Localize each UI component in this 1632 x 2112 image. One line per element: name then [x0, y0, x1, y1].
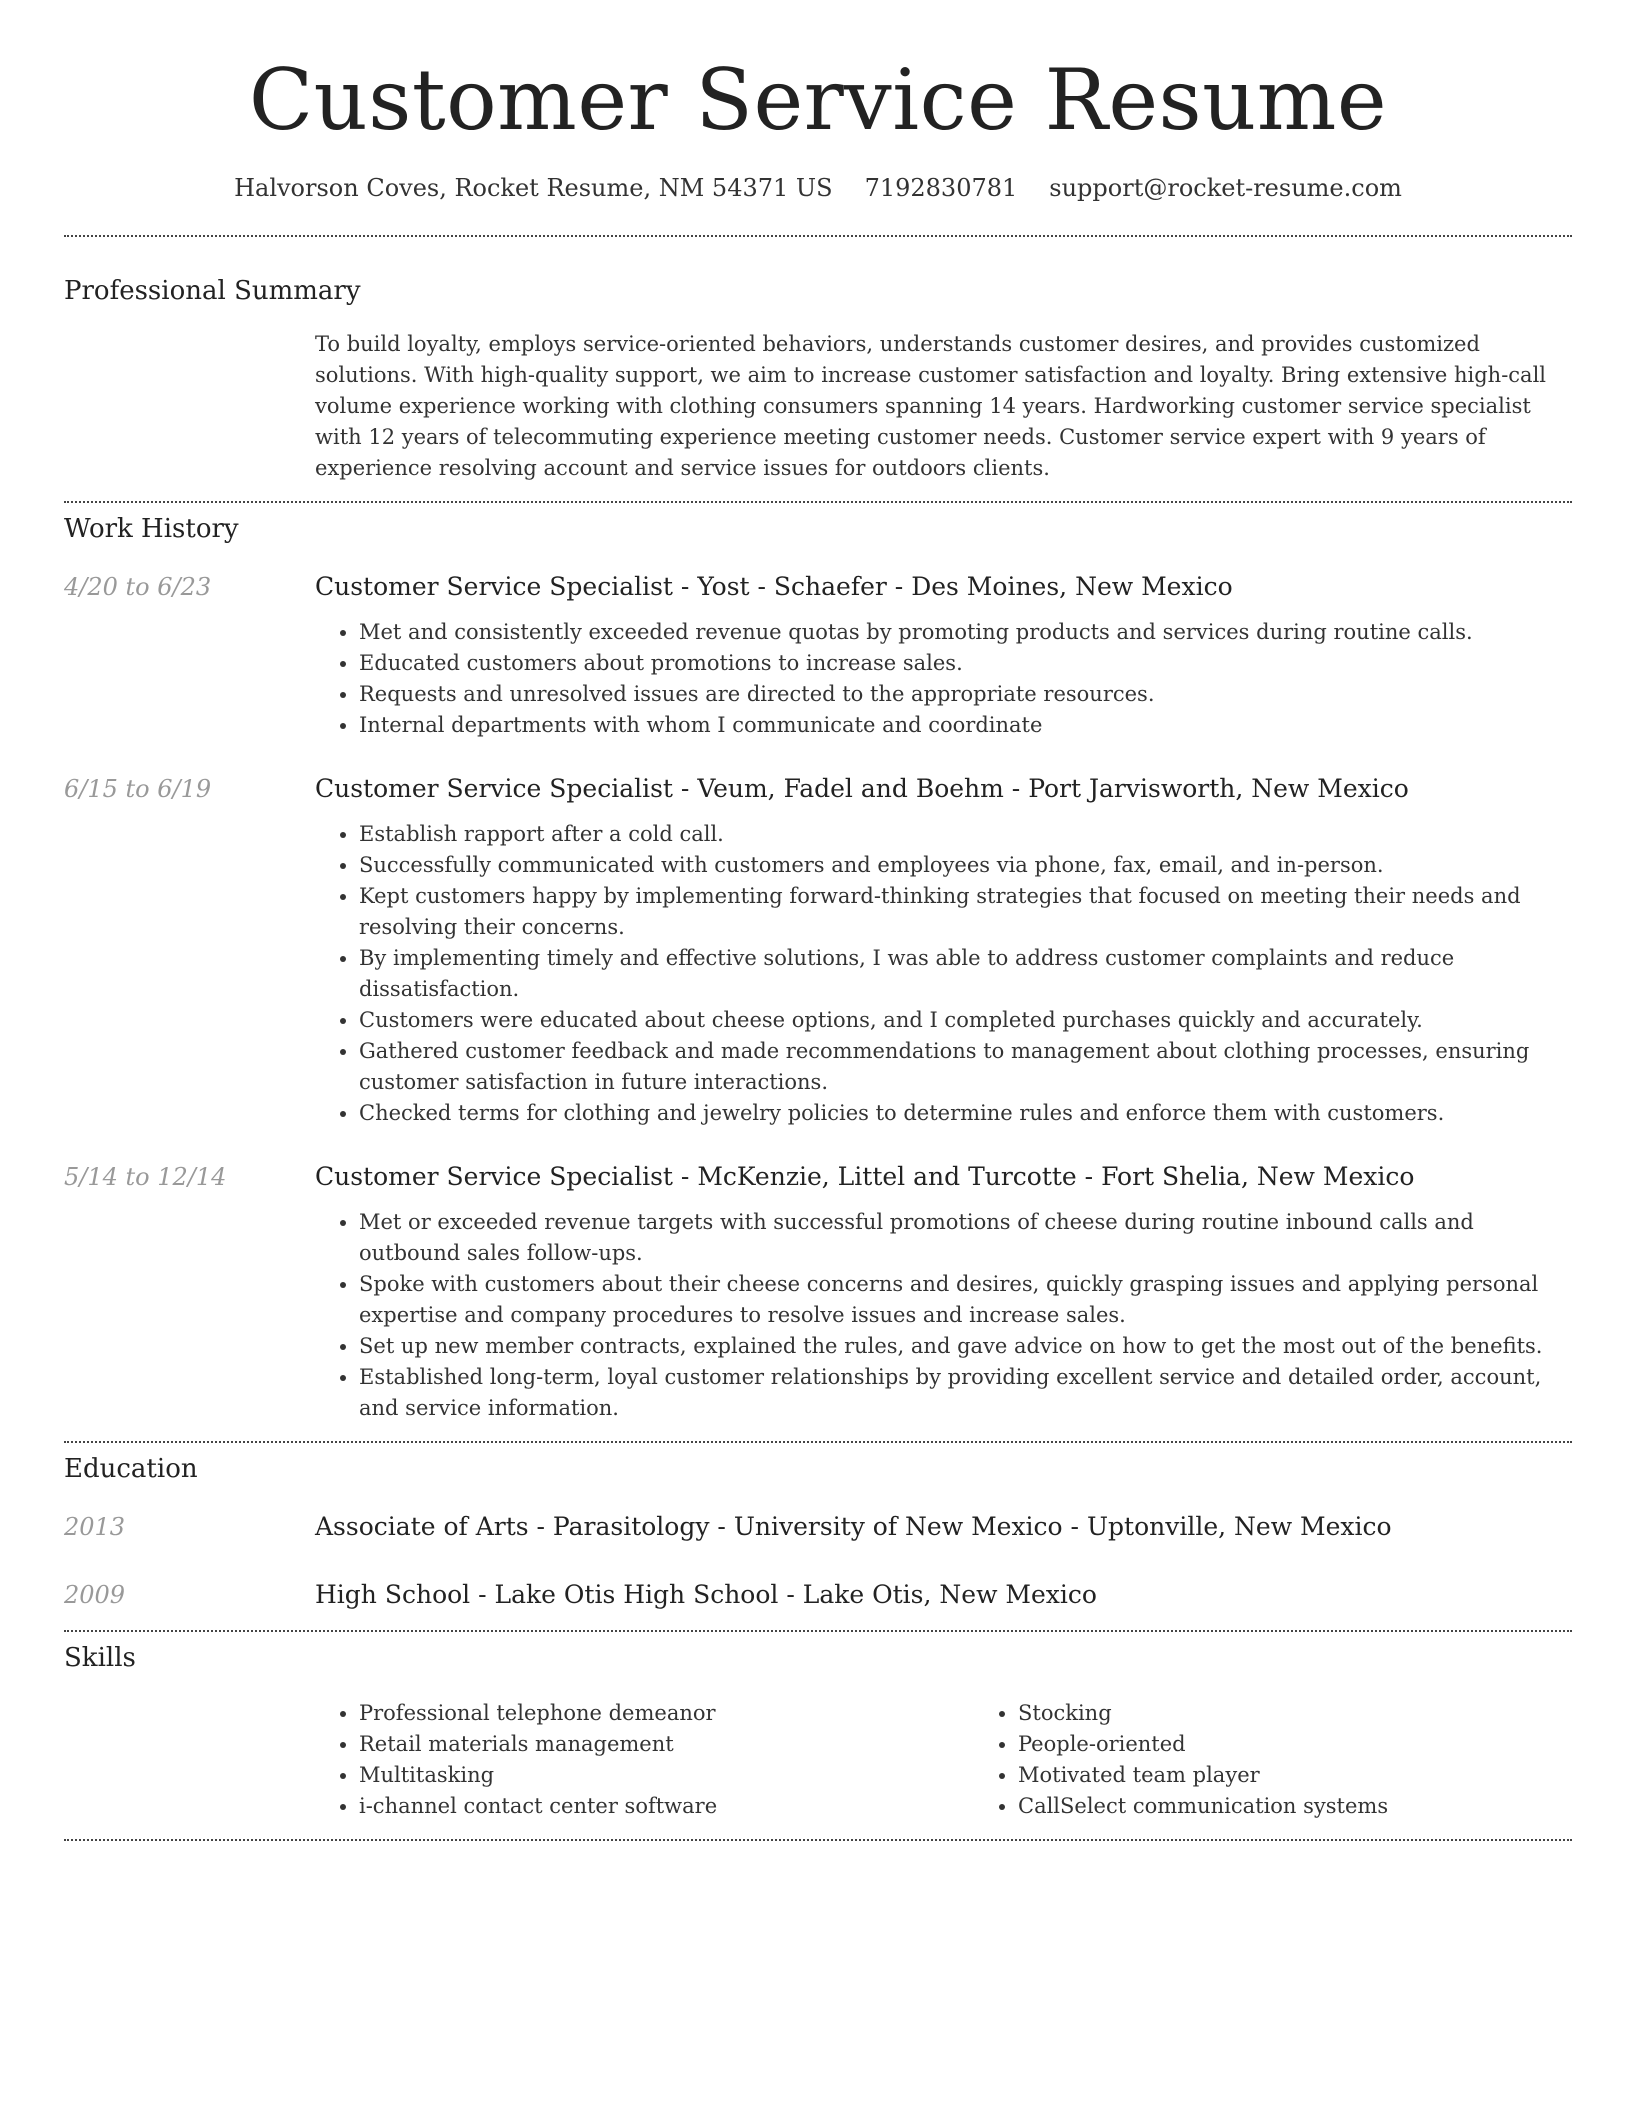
- skills-left-spacer: [64, 1698, 315, 1822]
- job-duty-item: • Establish rapport after a cold call.: [359, 819, 1572, 850]
- skills-grid: [315, 1698, 1572, 1822]
- education-year: 2013: [64, 1513, 126, 1541]
- job-dates: 5/14 to 12/14: [64, 1163, 227, 1191]
- job-body: [315, 771, 1572, 1129]
- job-body: [315, 1159, 1572, 1424]
- skill-item: • People-oriented: [1018, 1729, 1572, 1760]
- job-body: [315, 569, 1572, 741]
- skill-item: • Multitasking: [359, 1760, 974, 1791]
- job-duty-item: • Established long-term, loyal customer relationships by providing excellent service and detailed order, account, and service information.: [359, 1362, 1572, 1424]
- job-duties: [315, 617, 1572, 741]
- job-title: Customer Service Specialist - Yost - Schaefer - Des Moines, New Mexico: [315, 572, 1233, 601]
- contact-email: support@rocket-resume.com: [1049, 174, 1402, 202]
- summary-section: [64, 273, 1572, 484]
- skill-item: • Stocking: [1018, 1698, 1572, 1729]
- education-section: [64, 1451, 1572, 1613]
- job-entry: [64, 1159, 1572, 1424]
- section-divider: [64, 1839, 1572, 1841]
- education-entry: [64, 1509, 1572, 1545]
- summary-heading: Professional Summary: [64, 276, 361, 306]
- job-duty-item: • Educated customers about promotions to increase sales.: [359, 648, 1572, 679]
- skill-item: • i-channel contact center software: [359, 1791, 974, 1822]
- job-duty-item: • By implementing timely and effective solutions, I was able to address customer complaints and reduce dissatisfaction.: [359, 943, 1572, 1005]
- job-duty-item: • Gathered customer feedback and made recommendations to management about clothing processes, ensuring customer satisfaction in future interactions.: [359, 1036, 1572, 1098]
- contact-phone: 7192830781: [864, 174, 1018, 202]
- job-duty-item: • Met or exceeded revenue targets with successful promotions of cheese during routine inbound calls and outbound sales follow-ups.: [359, 1207, 1572, 1269]
- skill-item: • Professional telephone demeanor: [359, 1698, 974, 1729]
- skills-row: [64, 1698, 1572, 1822]
- contact-address: Halvorson Coves, Rocket Resume, NM 54371 US: [234, 174, 833, 202]
- job-entry: [64, 771, 1572, 1129]
- resume-page: [64, 0, 1572, 1841]
- summary-left-spacer: [64, 329, 315, 484]
- skills-list-left: [315, 1698, 974, 1822]
- contact-line: [64, 170, 1572, 206]
- summary-text: To build loyalty, employs service-oriented behaviors, understands customer desires, and provides customized solutions. With high-quality support, we aim to increase customer satisfaction and loyalty. Bring extensive high-call volume experience working with clothing consumers spanning 14 years. Hardworking customer service specialist with 12 years of telecommuting experience meeting customer needs. Customer service expert with 9 years of experience resolving account and service issues for outdoors clients.: [315, 332, 1547, 480]
- skills-heading: Skills: [64, 1643, 136, 1673]
- job-duties: [315, 819, 1572, 1129]
- education-title: Associate of Arts - Parasitology - University of New Mexico - Uptonville, New Mexico: [315, 1512, 1392, 1541]
- section-divider: [64, 501, 1572, 503]
- work-history-section: [64, 511, 1572, 1424]
- education-title: High School - Lake Otis High School - Lake Otis, New Mexico: [315, 1580, 1097, 1609]
- section-divider: [64, 1630, 1572, 1632]
- summary-body: [315, 329, 1572, 484]
- education-heading: Education: [64, 1454, 198, 1484]
- job-entry: [64, 569, 1572, 741]
- summary-row: [64, 329, 1572, 484]
- work-history-heading: Work History: [64, 514, 239, 544]
- skill-item: • CallSelect communication systems: [1018, 1791, 1572, 1822]
- job-dates: 6/15 to 6/19: [64, 775, 212, 803]
- job-duties: [315, 1207, 1572, 1424]
- job-duty-item: • Kept customers happy by implementing forward-thinking strategies that focused on meeting their needs and resolving their concerns.: [359, 881, 1572, 943]
- resume-title: Customer Service Resume: [248, 51, 1388, 149]
- skill-item: • Retail materials management: [359, 1729, 974, 1760]
- job-duty-item: • Set up new member contracts, explained the rules, and gave advice on how to get the most out of the benefits.: [359, 1331, 1572, 1362]
- skills-list-right: [974, 1698, 1572, 1822]
- section-divider: [64, 235, 1572, 237]
- education-entry: [64, 1577, 1572, 1613]
- job-duty-item: • Met and consistently exceeded revenue quotas by promoting products and services during routine calls.: [359, 617, 1572, 648]
- job-duty-item: • Customers were educated about cheese options, and I completed purchases quickly and accurately.: [359, 1005, 1572, 1036]
- skill-item: • Motivated team player: [1018, 1760, 1572, 1791]
- section-divider: [64, 1441, 1572, 1443]
- job-duty-item: • Spoke with customers about their cheese concerns and desires, quickly grasping issues and applying personal expertise and company procedures to resolve issues and increase sales.: [359, 1269, 1572, 1331]
- job-dates: 4/20 to 6/23: [64, 573, 212, 601]
- job-duty-item: • Checked terms for clothing and jewelry policies to determine rules and enforce them with customers.: [359, 1098, 1572, 1129]
- education-year: 2009: [64, 1581, 126, 1609]
- job-duty-item: • Successfully communicated with customers and employees via phone, fax, email, and in-person.: [359, 850, 1572, 881]
- job-title: Customer Service Specialist - McKenzie, Littel and Turcotte - Fort Shelia, New Mexico: [315, 1162, 1415, 1191]
- job-duty-item: • Requests and unresolved issues are directed to the appropriate resources.: [359, 679, 1572, 710]
- job-title: Customer Service Specialist - Veum, Fadel and Boehm - Port Jarvisworth, New Mexico: [315, 774, 1409, 803]
- job-duty-item: • Internal departments with whom I communicate and coordinate: [359, 710, 1572, 741]
- skills-section: [64, 1640, 1572, 1822]
